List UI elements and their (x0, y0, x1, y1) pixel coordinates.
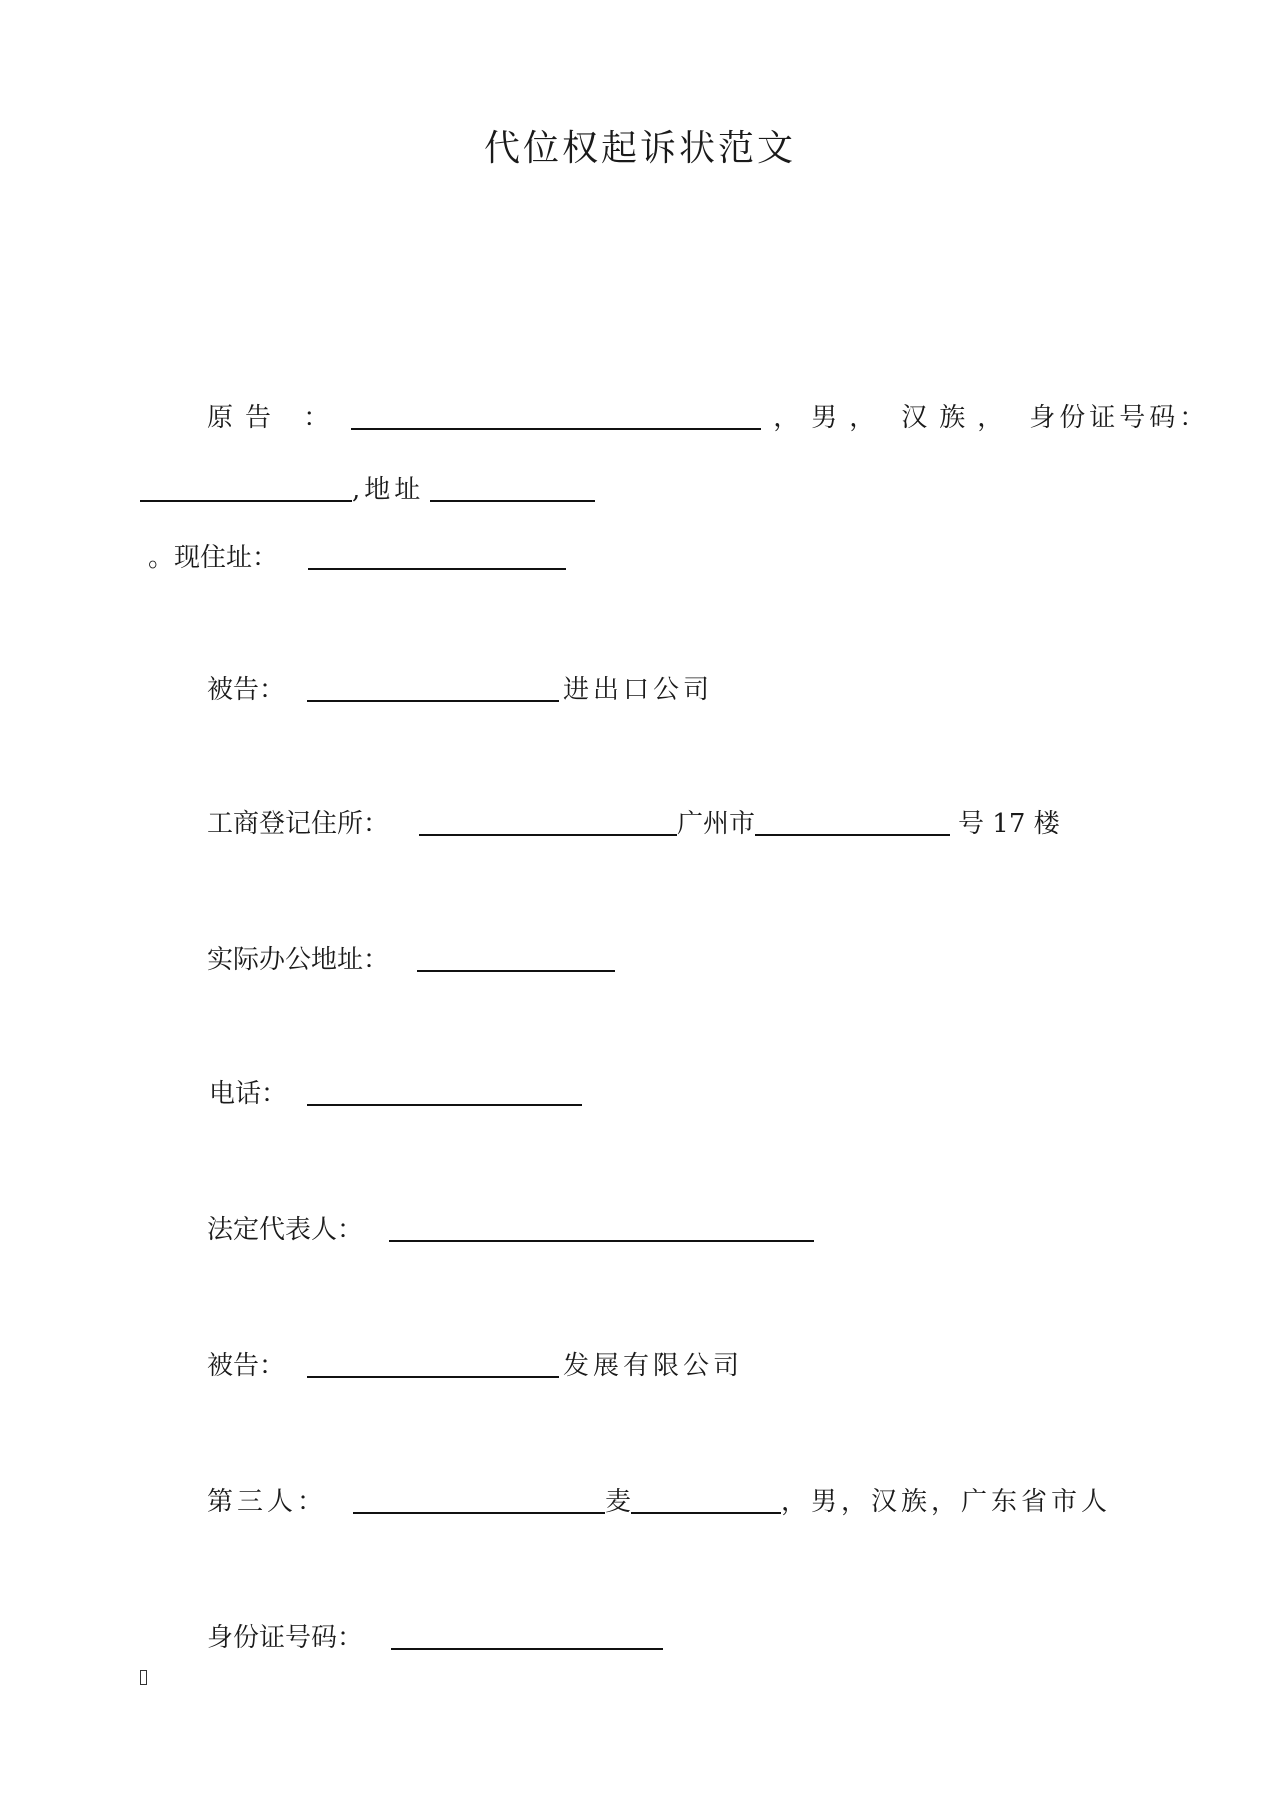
plaintiff-current-address-blank[interactable] (308, 542, 566, 570)
plaintiff-ethnicity: 汉族， (901, 403, 1016, 433)
defendant2-label: 被告： (207, 1351, 286, 1381)
plaintiff-id-label: 身份证号码： (1029, 403, 1210, 433)
registered-address-city: 广州市 (677, 809, 756, 839)
legal-rep-line (207, 1212, 814, 1248)
third-party-id-line (207, 1620, 663, 1656)
defendant1-label: 被告： (207, 675, 286, 705)
plaintiff-current-address-label: 。现住址： (148, 543, 279, 573)
third-party-line (207, 1484, 1111, 1520)
defendant2-suffix: 发展有限公司 (563, 1351, 744, 1381)
plaintiff-id-blank[interactable] (140, 474, 352, 502)
registered-address-street-blank[interactable] (755, 808, 950, 836)
plaintiff-gender: ，男， (773, 403, 888, 433)
phone-label: 电话： (209, 1079, 288, 1109)
third-party-id-blank[interactable] (391, 1622, 663, 1650)
plaintiff-address-line (140, 472, 595, 508)
office-address-line (207, 942, 615, 978)
page-marker-icon (140, 1670, 147, 1685)
plaintiff-label: 原告 ： (207, 403, 342, 433)
legal-rep-blank[interactable] (389, 1214, 814, 1242)
registered-address-blank[interactable] (419, 808, 677, 836)
phone-blank[interactable] (307, 1078, 582, 1106)
defendant2-line (207, 1348, 743, 1384)
defendant2-name-blank[interactable] (307, 1350, 559, 1378)
plaintiff-current-address-line (148, 540, 566, 576)
third-party-details: ，男，汉族，广东省市人 (781, 1487, 1112, 1517)
registered-address-label: 工商登记住所： (207, 809, 390, 839)
defendant1-line (207, 672, 713, 708)
phone-line (209, 1076, 582, 1112)
office-address-label: 实际办公地址： (207, 945, 390, 975)
defendant1-suffix: 进出口公司 (563, 675, 714, 705)
plaintiff-name-blank[interactable] (351, 402, 761, 430)
office-address-blank[interactable] (417, 944, 615, 972)
registered-address-line (207, 806, 1060, 842)
plaintiff-address-blank[interactable] (430, 474, 595, 502)
legal-rep-label: 法定代表人： (207, 1215, 364, 1245)
third-party-given-name-blank[interactable] (631, 1486, 781, 1514)
plaintiff-line (207, 400, 1209, 436)
third-party-label: 第三人： (207, 1487, 328, 1517)
plaintiff-address-label: ,地址 (352, 475, 425, 505)
defendant1-name-blank[interactable] (307, 674, 559, 702)
third-party-id-label: 身份证号码： (207, 1623, 364, 1653)
document-title: 代位权起诉状范文 (483, 128, 796, 169)
registered-address-floor: 号 17 楼 (958, 809, 1060, 839)
third-party-name-blank[interactable] (353, 1486, 605, 1514)
third-party-surname: 麦 (605, 1487, 632, 1517)
